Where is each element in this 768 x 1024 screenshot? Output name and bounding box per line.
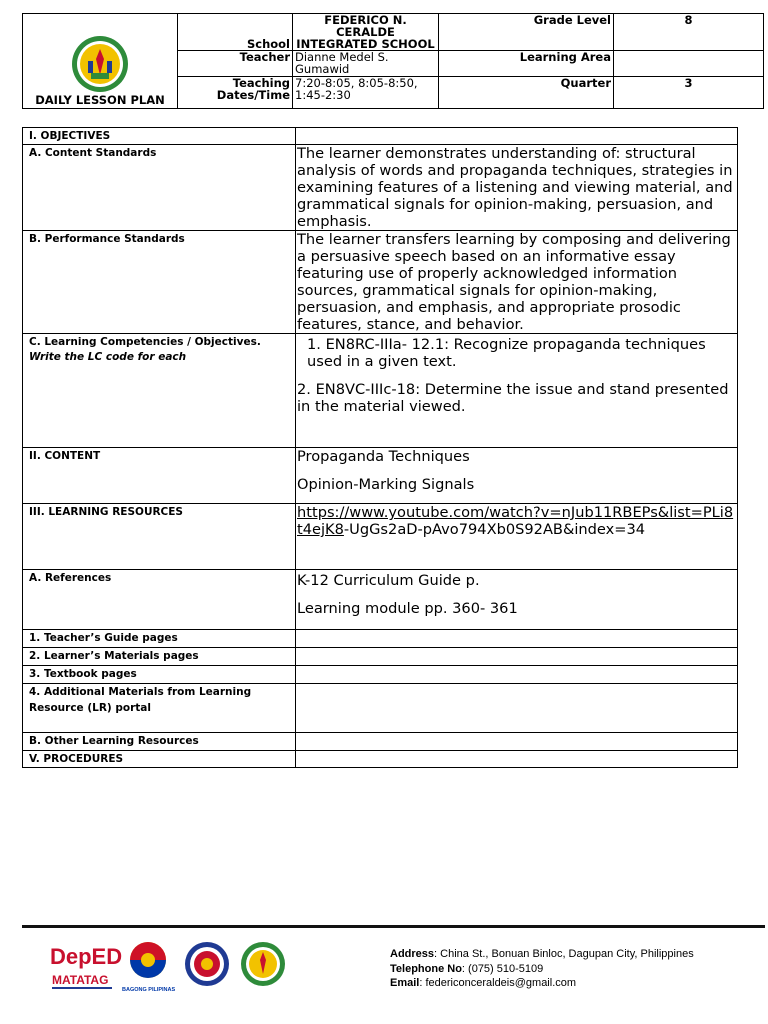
competency-item-1: 1. EN8RC-IIIa- 12.1: Recognize propaganda techniques used in a given text.: [307, 336, 706, 370]
quarter-value: 3: [614, 77, 764, 109]
competencies-label-cell: [23, 334, 296, 448]
learners-materials-label: 2. Learner’s Materials pages: [23, 648, 296, 666]
additional-materials-label: 4. Additional Materials from Learning Resource (LR) portal: [23, 684, 296, 733]
references-label: A. References: [23, 570, 296, 630]
division-seal-icon: [185, 942, 229, 986]
learning-area-value: [614, 51, 764, 77]
other-resources-value: [296, 733, 738, 751]
table-row: [23, 648, 738, 666]
bagong-pilipinas-logo-icon: [122, 942, 176, 993]
lesson-plan-table: [22, 127, 738, 768]
resources-label: III. LEARNING RESOURCES: [23, 504, 296, 570]
email-value: : federiconceraldeis@gmail.com: [419, 977, 577, 989]
table-row: [23, 630, 738, 648]
matatag-text: MATATAG: [52, 973, 109, 987]
table-row: [23, 231, 738, 334]
phone-value: : (075) 510-5109: [461, 962, 544, 975]
dates-value: 7:20-8:05, 8:05-8:50, 1:45-2:30: [293, 77, 439, 109]
content-standards-value: The learner demonstrates understanding of: structural analysis of words and propaganda techniques, strategies in examining features of a listening and viewing material, and grammatical signals for opinion-making, persuasion, and emphasis.: [296, 145, 738, 231]
grade-level-value: 8: [614, 14, 764, 51]
footer-logos: [50, 936, 295, 996]
youtube-link[interactable]: https://www.youtube.com/watch?v=nJub11RBEPs&list=PLi8t4ejK8: [297, 504, 734, 538]
other-resources-label: B. Other Learning Resources: [23, 733, 296, 751]
teacher-value: Dianne Medel S. Gumawid: [293, 51, 439, 77]
address-line: [390, 947, 694, 962]
resources-value-cell: [296, 504, 738, 570]
table-row: [23, 128, 738, 145]
address-value: : China St., Bonuan Binloc, Dagupan City, Philippines: [434, 948, 694, 960]
objectives-value: [296, 128, 738, 145]
performance-standards-label: B. Performance Standards: [23, 231, 296, 334]
learners-materials-value: [296, 648, 738, 666]
table-row: [23, 145, 738, 231]
learning-area-label: Learning Area: [439, 51, 614, 77]
doc-title: DAILY LESSON PLAN: [35, 93, 165, 107]
content-standards-label: A. Content Standards: [23, 145, 296, 231]
teacher-label: Teacher: [178, 51, 293, 77]
teachers-guide-value: [296, 630, 738, 648]
table-row: [23, 334, 738, 448]
school-value: FEDERICO N. CERALDE INTEGRATED SCHOOL: [293, 14, 439, 51]
table-row: [23, 666, 738, 684]
procedures-value: [296, 751, 738, 768]
email-line: [390, 976, 694, 991]
footer-address-block: [390, 947, 694, 991]
content-line-2: Opinion-Marking Signals: [297, 476, 475, 493]
bagong-pilipinas-text: BAGONG PILIPINAS: [122, 987, 176, 993]
table-row: [23, 733, 738, 751]
content-label: II. CONTENT: [23, 448, 296, 504]
table-row: [23, 504, 738, 570]
deped-matatag-logo-icon: [50, 944, 122, 989]
youtube-link-rest: -UgGs2aD-pAvo794Xb0S92AB&index=34: [343, 521, 646, 538]
footer-rule: [22, 925, 765, 928]
procedures-label: V. PROCEDURES: [23, 751, 296, 768]
competencies-sublabel: Write the LC code for each: [29, 351, 187, 363]
table-row: [23, 751, 738, 768]
school-label: School: [178, 14, 293, 51]
school-logo-cell: [23, 14, 178, 109]
textbook-label: 3. Textbook pages: [23, 666, 296, 684]
references-value-cell: [296, 570, 738, 630]
competencies-value-cell: [296, 334, 738, 448]
deped-logo-text: DepED: [50, 944, 123, 969]
table-row: [23, 570, 738, 630]
competency-item-2: 2. EN8VC-IIIc-18: Determine the issue and stand presented in the material viewed.: [297, 381, 729, 415]
table-row: [23, 684, 738, 733]
dates-label: Teaching Dates/Time: [178, 77, 293, 109]
additional-materials-value: [296, 684, 738, 733]
school-seal-footer-icon: [241, 942, 285, 986]
school-seal-icon: [71, 35, 129, 93]
textbook-value: [296, 666, 738, 684]
references-line-1: K-12 Curriculum Guide p.: [297, 572, 480, 589]
email-label: Email: [390, 977, 420, 989]
content-line-1: Propaganda Techniques: [297, 448, 470, 465]
table-row: [23, 448, 738, 504]
objectives-label: I. OBJECTIVES: [23, 128, 296, 145]
quarter-label: Quarter: [439, 77, 614, 109]
teachers-guide-label: 1. Teacher’s Guide pages: [23, 630, 296, 648]
content-value-cell: [296, 448, 738, 504]
references-line-2: Learning module pp. 360- 361: [297, 600, 518, 617]
header-table: [22, 13, 764, 109]
phone-line: [390, 962, 694, 977]
address-label: Address: [390, 948, 435, 960]
grade-level-label: Grade Level: [439, 14, 614, 51]
performance-standards-value: The learner transfers learning by composing and delivering a persuasive speech based on an informative essay featuring use of properly acknowledged information sources, grammatical signals for opinion-making, persuasion, and emphasis, and appropriate prosodic features, stance, and behavior.: [296, 231, 738, 334]
phone-label: Telephone No: [390, 962, 462, 975]
competencies-label: C. Learning Competencies / Objectives.: [29, 336, 261, 348]
